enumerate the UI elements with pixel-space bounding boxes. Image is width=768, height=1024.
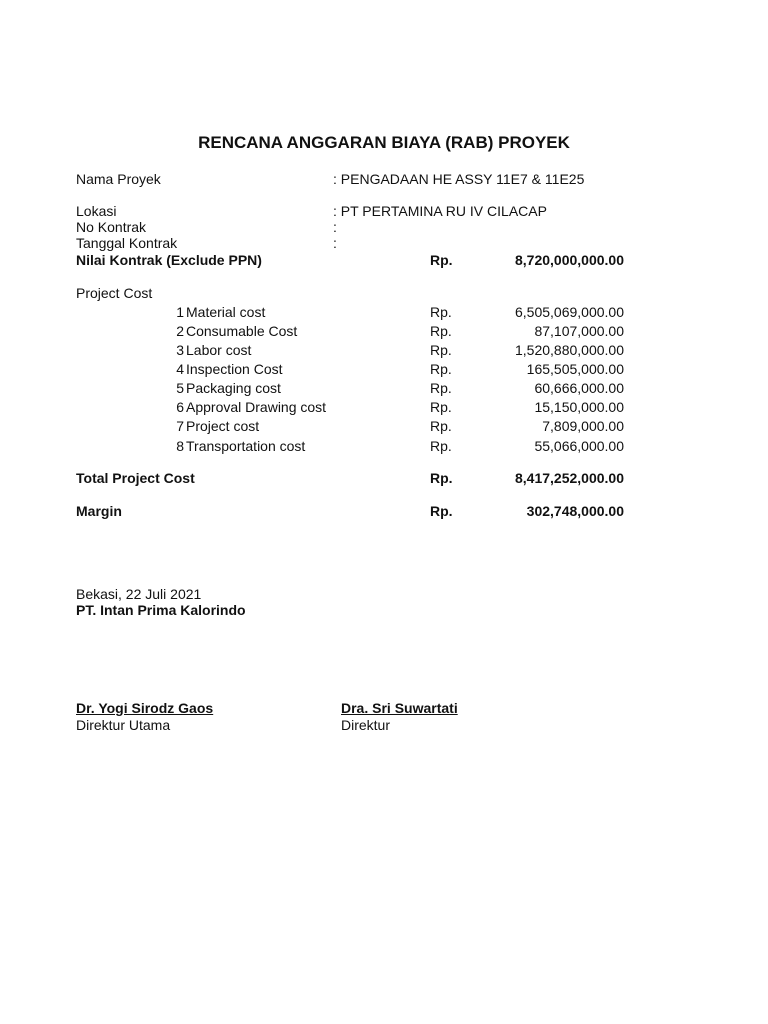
total-cost-amount: 8,417,252,000.00 <box>515 470 624 486</box>
cost-item-number: 2 <box>176 323 184 339</box>
info-value-contract-date: : <box>333 235 337 251</box>
cost-item-number: 6 <box>176 399 184 415</box>
cost-item-number: 8 <box>176 438 184 454</box>
signatory-role-1: Direktur Utama <box>76 717 171 733</box>
cost-item-name: Labor cost <box>186 342 252 358</box>
cost-item-amount: 15,150,000.00 <box>534 399 624 415</box>
total-cost-currency: Rp. <box>430 470 453 486</box>
cost-item-amount: 165,505,000.00 <box>526 361 624 377</box>
signatory-name-2: Dra. Sri Suwartati <box>341 700 458 716</box>
margin-amount: 302,748,000.00 <box>526 503 624 519</box>
cost-item-currency: Rp. <box>430 323 452 339</box>
contract-value-amount: 8,720,000,000.00 <box>515 252 624 268</box>
info-value-location: : PT PERTAMINA RU IV CILACAP <box>333 203 547 219</box>
place-date: Bekasi, 22 Juli 2021 <box>76 586 202 602</box>
cost-item-number: 1 <box>176 304 184 320</box>
info-label-contract-no: No Kontrak <box>76 219 147 235</box>
cost-item-name: Transportation cost <box>186 438 306 454</box>
contract-value-currency: Rp. <box>430 252 453 268</box>
cost-item-currency: Rp. <box>430 380 452 396</box>
document-title: RENCANA ANGGARAN BIAYA (RAB) PROYEK <box>198 133 570 152</box>
cost-item-amount: 6,505,069,000.00 <box>515 304 624 320</box>
info-value-contract-no: : <box>333 219 337 235</box>
cost-item-name: Consumable Cost <box>186 323 298 339</box>
cost-item-name: Inspection Cost <box>186 361 283 377</box>
cost-item-name: Material cost <box>186 304 266 320</box>
margin-currency: Rp. <box>430 503 453 519</box>
project-cost-header: Project Cost <box>76 285 153 301</box>
cost-item-name: Project cost <box>186 418 260 434</box>
cost-item-name: Packaging cost <box>186 380 281 396</box>
signatory-name-1: Dr. Yogi Sirodz Gaos <box>76 700 214 716</box>
company-name: PT. Intan Prima Kalorindo <box>76 602 246 618</box>
info-label-location: Lokasi <box>76 203 117 219</box>
info-label-contract-date: Tanggal Kontrak <box>76 235 178 251</box>
cost-item-number: 4 <box>176 361 184 377</box>
cost-item-currency: Rp. <box>430 438 452 454</box>
cost-item-name: Approval Drawing cost <box>186 399 327 415</box>
cost-item-number: 5 <box>176 380 184 396</box>
margin-label: Margin <box>76 503 122 519</box>
info-label-project-name: Nama Proyek <box>76 171 161 187</box>
cost-item-amount: 87,107,000.00 <box>534 323 624 339</box>
cost-item-currency: Rp. <box>430 304 452 320</box>
cost-item-amount: 1,520,880,000.00 <box>515 342 624 358</box>
cost-item-amount: 55,066,000.00 <box>534 438 624 454</box>
total-cost-label: Total Project Cost <box>76 470 195 486</box>
cost-item-currency: Rp. <box>430 399 452 415</box>
contract-value-label: Nilai Kontrak (Exclude PPN) <box>76 252 262 268</box>
cost-item-currency: Rp. <box>430 342 452 358</box>
cost-item-number: 7 <box>176 418 184 434</box>
cost-item-amount: 60,666,000.00 <box>534 380 624 396</box>
signatory-role-2: Direktur <box>341 717 391 733</box>
cost-item-number: 3 <box>176 342 184 358</box>
cost-item-amount: 7,809,000.00 <box>542 418 624 434</box>
info-value-project-name: : PENGADAAN HE ASSY 11E7 & 11E25 <box>333 171 585 187</box>
cost-item-currency: Rp. <box>430 361 452 377</box>
cost-item-currency: Rp. <box>430 418 452 434</box>
